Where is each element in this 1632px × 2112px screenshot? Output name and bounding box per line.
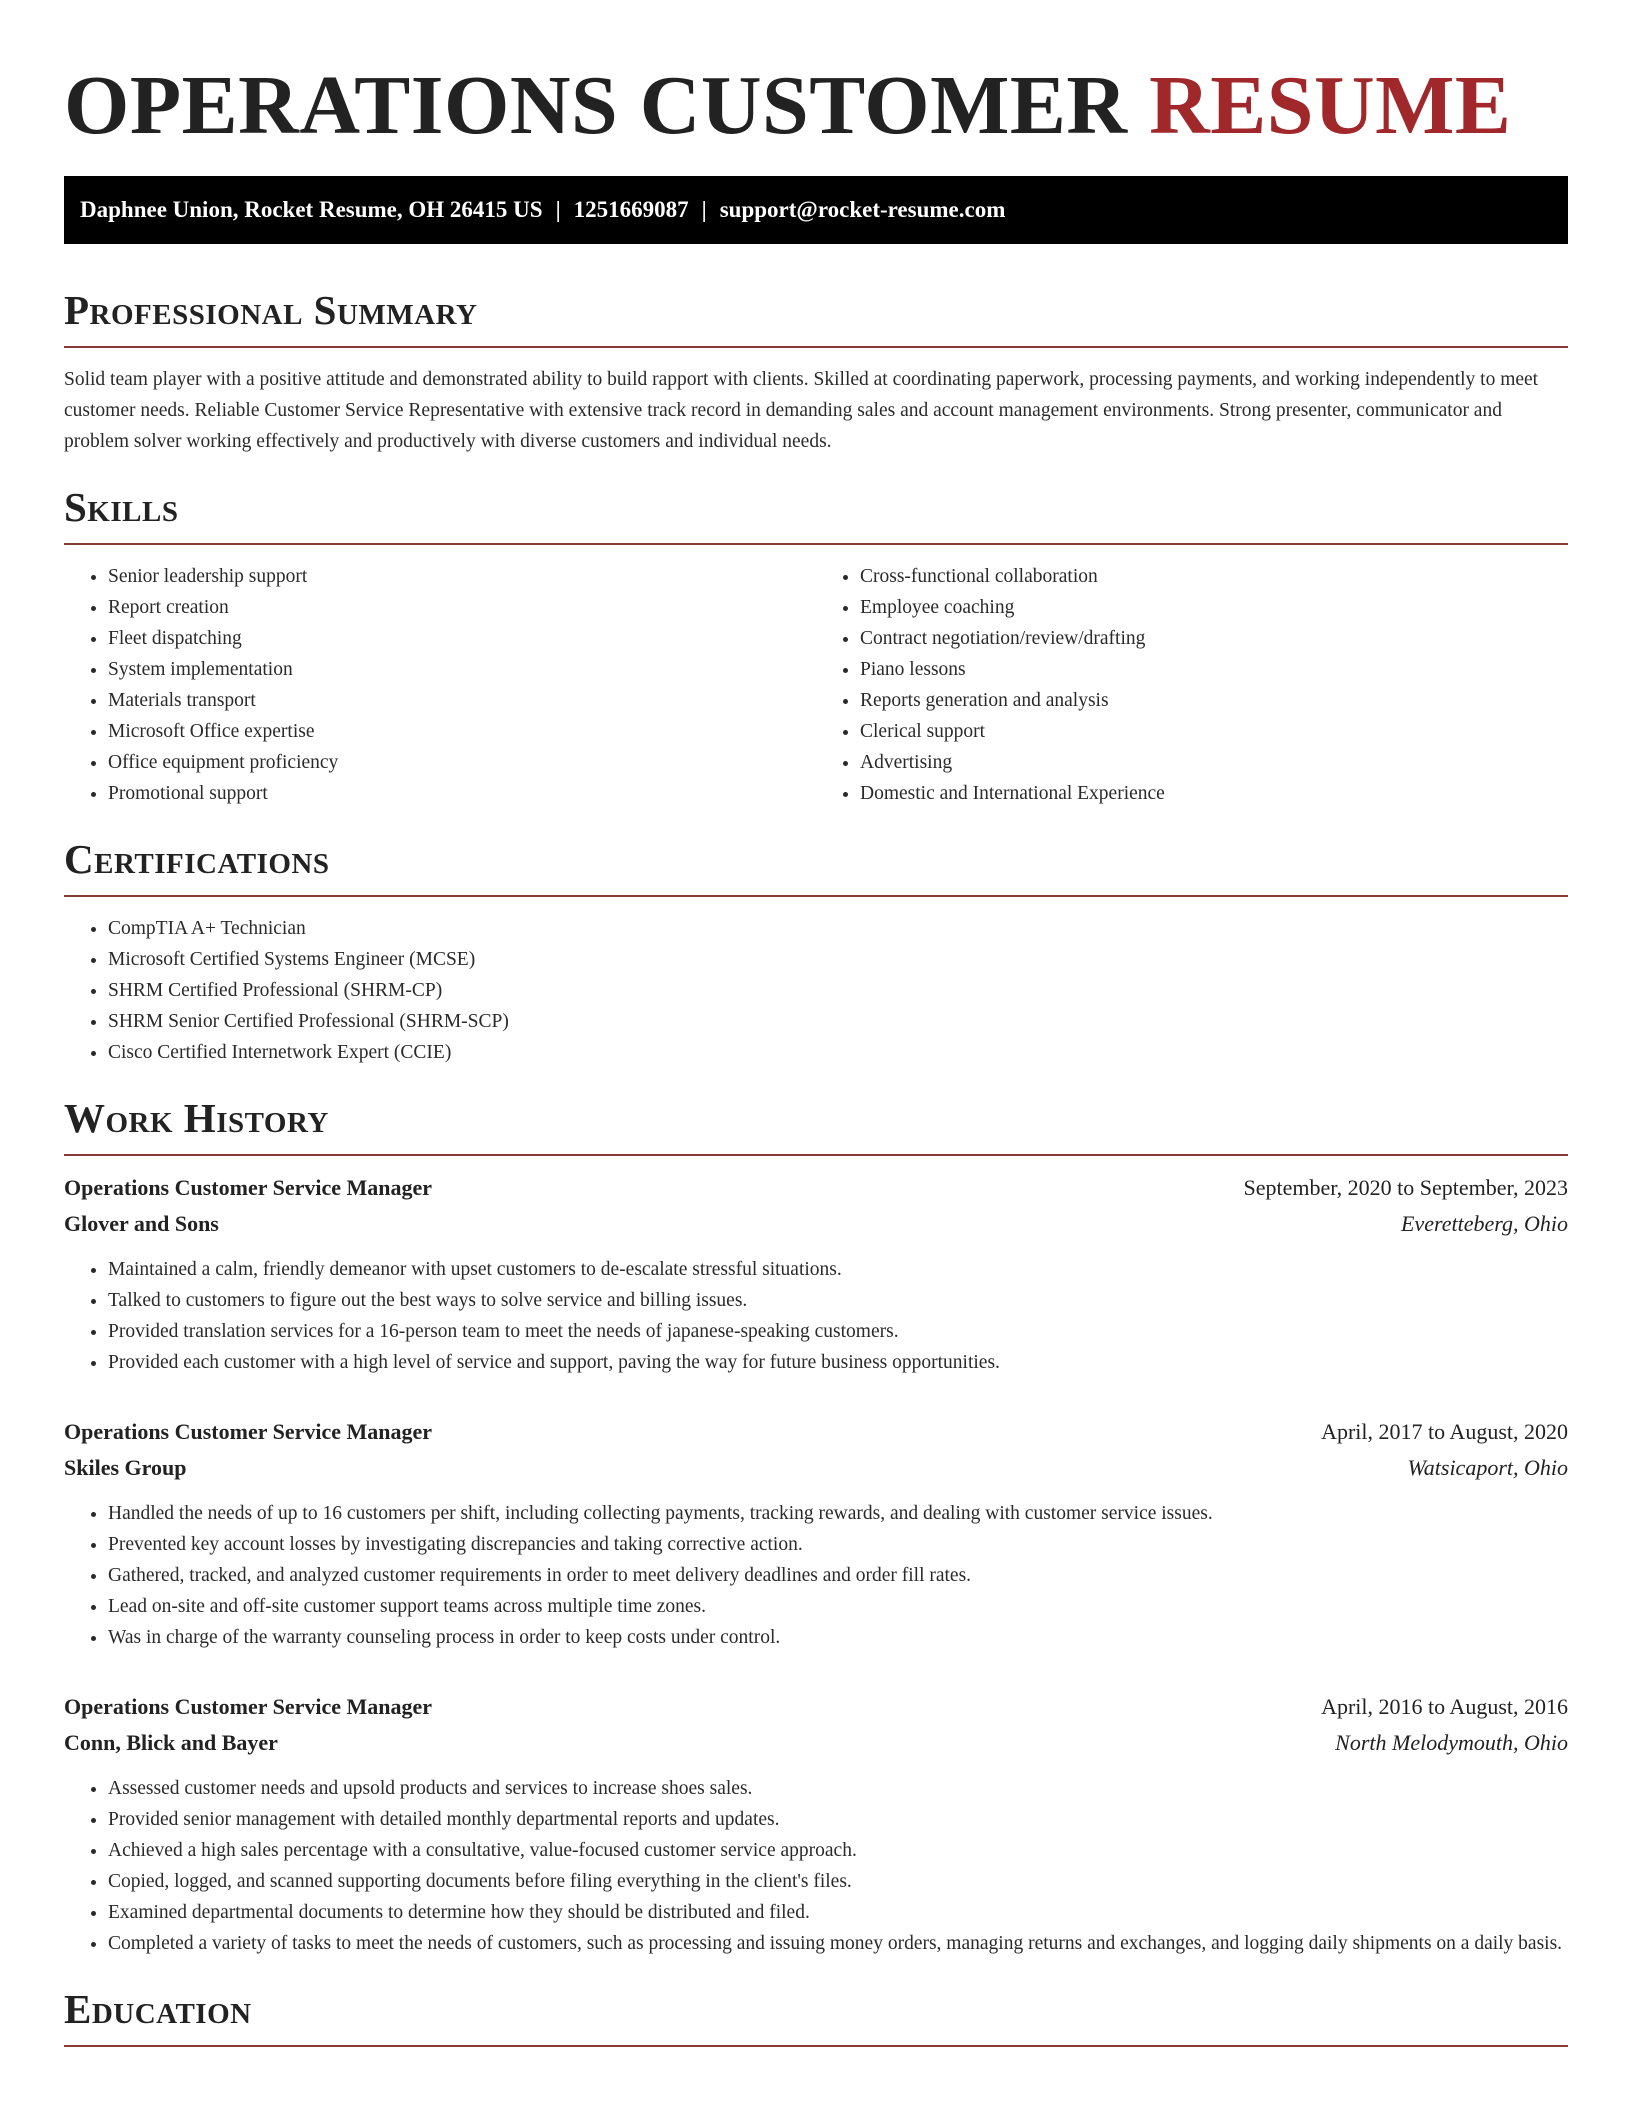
education-section	[64, 1981, 1568, 2047]
work-history-section	[64, 1090, 1568, 1959]
certifications-section	[64, 831, 1568, 1068]
contact-bar	[64, 176, 1568, 244]
list-item: • Microsoft Certified Systems Engineer (MCSE)	[108, 944, 1568, 975]
section-divider	[64, 2045, 1568, 2047]
job-location: Everetteberg, Ohio	[1401, 1211, 1568, 1236]
contact-separator: |	[701, 197, 707, 222]
skills-columns	[64, 545, 1568, 809]
section-title-work-history: Work History	[64, 1095, 329, 1141]
job-entry	[64, 1414, 1568, 1653]
job-company: Skiles Group	[64, 1455, 187, 1480]
job-company-row	[64, 1450, 1568, 1486]
list-item: • Office equipment proficiency	[108, 747, 816, 778]
job-list	[64, 1170, 1568, 1959]
title-main: OPERATIONS CUSTOMER	[64, 59, 1128, 152]
list-item: • Talked to customers to figure out the best ways to solve service and billing issues.	[108, 1285, 1568, 1316]
list-item: • SHRM Certified Professional (SHRM-CP)	[108, 975, 1568, 1006]
job-company: Conn, Blick and Bayer	[64, 1730, 278, 1755]
section-title-certifications: Certifications	[64, 836, 330, 882]
list-item: • Assessed customer needs and upsold products and services to increase shoes sales.	[108, 1773, 1568, 1804]
list-item: • Microsoft Office expertise	[108, 716, 816, 747]
section-divider	[64, 895, 1568, 897]
job-header-row	[64, 1689, 1568, 1725]
list-item: • Completed a variety of tasks to meet the needs of customers, such as processing and issuing money orders, managing returns and exchanges, and logging daily shipments on a daily basis.	[108, 1928, 1568, 1959]
list-item: • Gathered, tracked, and analyzed customer requirements in order to meet delivery deadlines and order fill rates.	[108, 1560, 1568, 1591]
list-item: • Contract negotiation/review/drafting	[860, 623, 1568, 654]
section-title-education: Education	[64, 1986, 252, 2032]
list-item: • Senior leadership support	[108, 561, 816, 592]
job-bullets	[64, 1254, 1568, 1378]
section-divider	[64, 1154, 1568, 1156]
list-item: • CompTIA A+ Technician	[108, 913, 1568, 944]
list-item: • Was in charge of the warranty counseling process in order to keep costs under control.	[108, 1622, 1568, 1653]
list-item: • Materials transport	[108, 685, 816, 716]
job-entry	[64, 1689, 1568, 1959]
section-title-skills: Skills	[64, 484, 179, 530]
summary-section	[64, 282, 1568, 457]
list-item: • SHRM Senior Certified Professional (SHRM-SCP)	[108, 1006, 1568, 1037]
list-item: • Piano lessons	[860, 654, 1568, 685]
job-entry	[64, 1170, 1568, 1378]
skills-section	[64, 479, 1568, 809]
list-item: • Cisco Certified Internetwork Expert (CCIE)	[108, 1037, 1568, 1068]
skills-list-right	[816, 561, 1568, 809]
job-dates: April, 2017 to August, 2020	[1321, 1419, 1568, 1444]
job-title: Operations Customer Service Manager	[64, 1419, 433, 1444]
list-item: • Prevented key account losses by investigating discrepancies and taking corrective action.	[108, 1529, 1568, 1560]
job-title: Operations Customer Service Manager	[64, 1175, 433, 1200]
job-title: Operations Customer Service Manager	[64, 1694, 433, 1719]
list-item: • Employee coaching	[860, 592, 1568, 623]
list-item: • Domestic and International Experience	[860, 778, 1568, 809]
list-item: • Promotional support	[108, 778, 816, 809]
certifications-list	[64, 913, 1568, 1068]
list-item: • Report creation	[108, 592, 816, 623]
list-item: • Provided senior management with detailed monthly departmental reports and updates.	[108, 1804, 1568, 1835]
skills-list-left	[64, 561, 816, 809]
contact-email: support@rocket-resume.com	[719, 197, 1006, 222]
job-dates: September, 2020 to September, 2023	[1243, 1175, 1568, 1200]
job-bullets	[64, 1498, 1568, 1653]
contact-address: Daphnee Union, Rocket Resume, OH 26415 US	[80, 197, 543, 222]
job-location: North Melodymouth, Ohio	[1335, 1730, 1568, 1755]
list-item: • Handled the needs of up to 16 customers per shift, including collecting payments, tracking rewards, and dealing with customer service issues.	[108, 1498, 1568, 1529]
list-item: • Reports generation and analysis	[860, 685, 1568, 716]
list-item: • System implementation	[108, 654, 816, 685]
list-item: • Cross-functional collaboration	[860, 561, 1568, 592]
list-item: • Provided each customer with a high level of service and support, paving the way for future business opportunities.	[108, 1347, 1568, 1378]
list-item: • Achieved a high sales percentage with a consultative, value-focused customer service approach.	[108, 1835, 1568, 1866]
list-item: • Fleet dispatching	[108, 623, 816, 654]
job-header-row	[64, 1414, 1568, 1450]
job-location: Watsicaport, Ohio	[1407, 1455, 1568, 1480]
contact-phone: 1251669087	[573, 197, 689, 222]
list-item: • Copied, logged, and scanned supporting documents before filing everything in the client's files.	[108, 1866, 1568, 1897]
list-item: • Lead on-site and off-site customer support teams across multiple time zones.	[108, 1591, 1568, 1622]
job-company-row	[64, 1206, 1568, 1242]
resume-page	[64, 0, 1568, 2047]
title-accent: RESUME	[1149, 59, 1512, 152]
job-dates: April, 2016 to August, 2016	[1321, 1694, 1568, 1719]
list-item: • Clerical support	[860, 716, 1568, 747]
summary-text: Solid team player with a positive attitude and demonstrated ability to build rapport with clients. Skilled at coordinating paperwork, processing payments, and working independently to meet customer needs. Reliable Customer Service Representative with extensive track record in demanding sales and account management environments. Strong presenter, communicator and problem solver working effectively and productively with diverse customers and individual needs.	[64, 369, 1539, 452]
job-header-row	[64, 1170, 1568, 1206]
contact-separator: |	[555, 197, 561, 222]
section-title-summary: Professional Summary	[64, 287, 478, 333]
job-bullets	[64, 1773, 1568, 1959]
resume-title	[64, 56, 1568, 156]
list-item: • Maintained a calm, friendly demeanor with upset customers to de-escalate stressful situations.	[108, 1254, 1568, 1285]
job-company: Glover and Sons	[64, 1211, 219, 1236]
job-company-row	[64, 1725, 1568, 1761]
list-item: • Advertising	[860, 747, 1568, 778]
section-divider	[64, 346, 1568, 348]
list-item: • Examined departmental documents to determine how they should be distributed and filed.	[108, 1897, 1568, 1928]
list-item: • Provided translation services for a 16-person team to meet the needs of japanese-speaking customers.	[108, 1316, 1568, 1347]
